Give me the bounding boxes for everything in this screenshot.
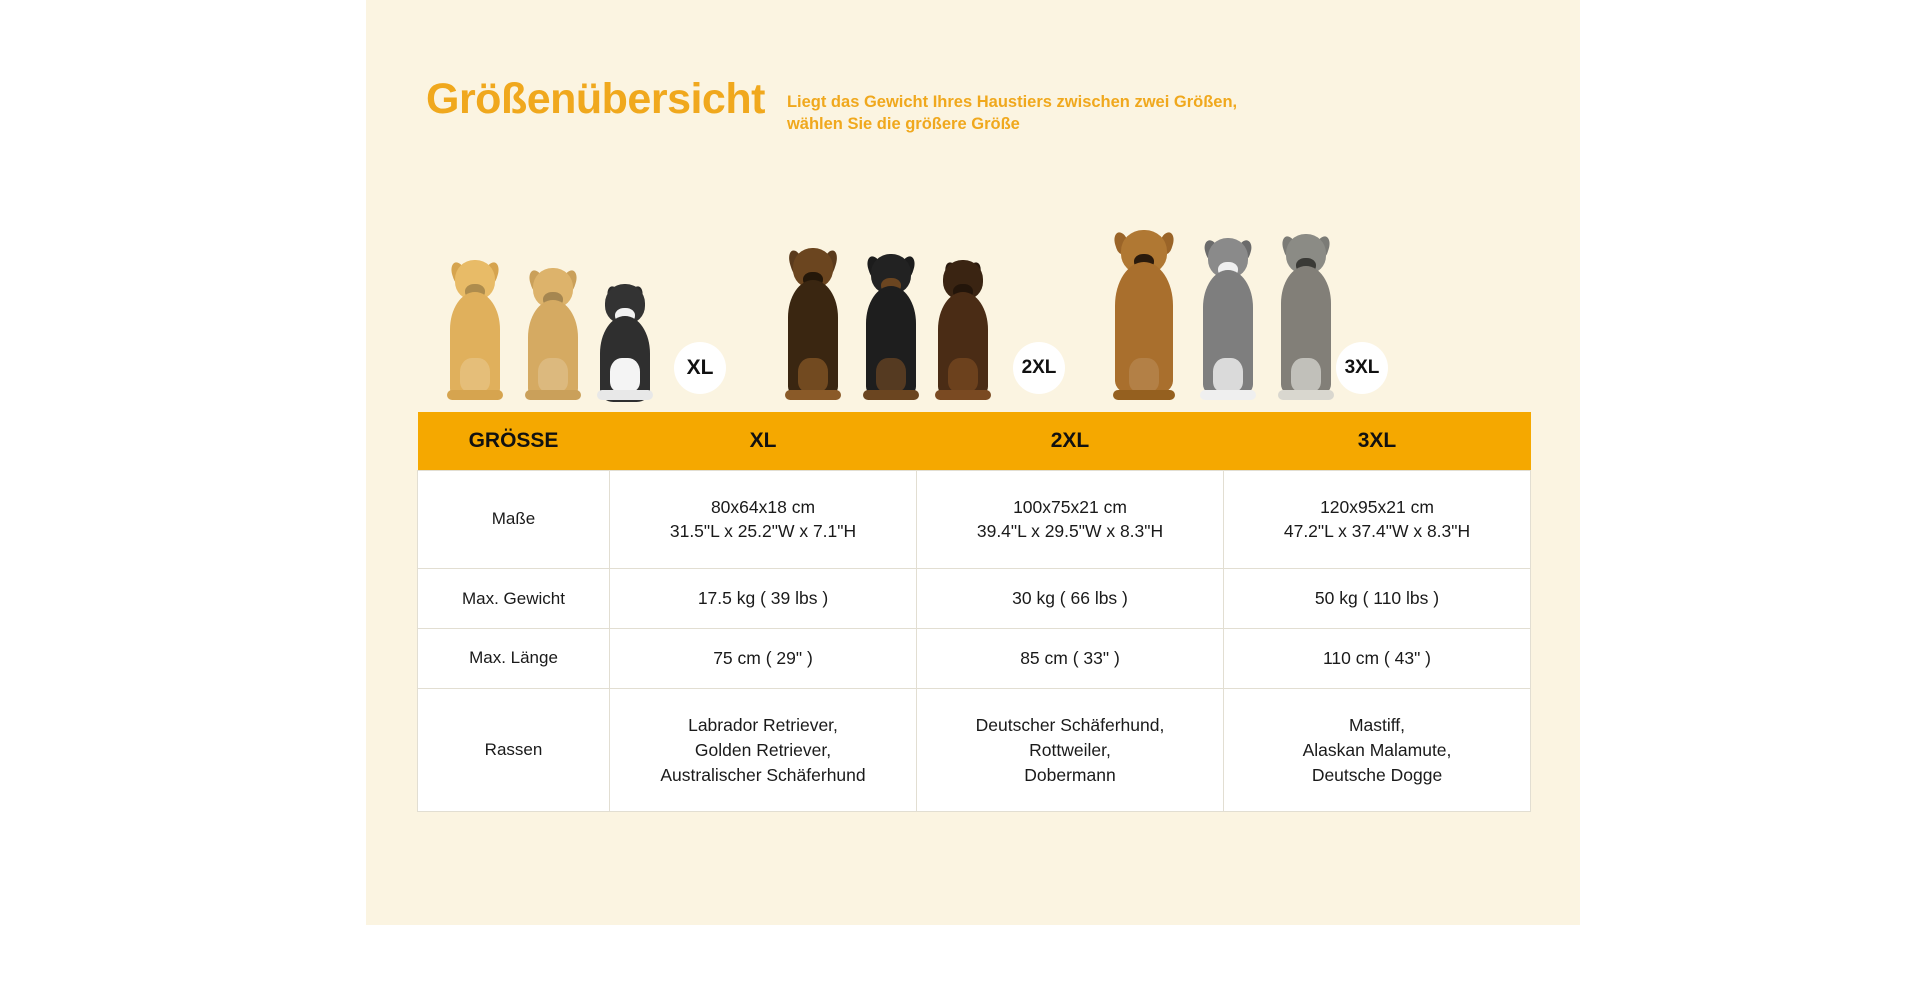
cell-line: 47.2"L x 37.4"W x 8.3"H — [1283, 521, 1471, 542]
dog-mastiff-icon — [1101, 230, 1187, 400]
dog-rottweiler-icon — [854, 254, 928, 400]
cell-dimensions-xl — [610, 470, 917, 569]
header — [426, 75, 1238, 136]
table-header-size: GRÖSSE — [418, 412, 610, 470]
cell-line: Dobermann — [1024, 764, 1116, 785]
table-header-2xl: 2XL — [917, 412, 1224, 470]
dog-border-collie-icon — [594, 284, 656, 400]
size-badge-xl — [674, 342, 726, 394]
size-chart-panel — [366, 0, 1580, 925]
size-badge-2xl — [1013, 342, 1065, 394]
cell-line: Labrador Retriever, — [688, 714, 838, 735]
dog-golden-retriever-icon — [516, 268, 590, 400]
subtitle-line-2: wählen Sie die größere Größe — [786, 115, 1020, 134]
table-header-3xl: 3XL — [1224, 412, 1531, 470]
dog-alaskan-malamute-icon — [1191, 238, 1265, 400]
size-table-body — [418, 470, 1531, 812]
cell-line: Deutsche Dogge — [1311, 764, 1443, 785]
dog-group-2xl — [776, 200, 994, 400]
cell-max-weight-3xl: 50 kg ( 110 lbs ) — [1224, 569, 1531, 629]
size-badge-3xl-label: 3XL — [1344, 357, 1380, 378]
cell-line: Australischer Schäferhund — [660, 764, 866, 785]
size-badge-2xl-label: 2XL — [1021, 357, 1057, 378]
cell-line: Alaskan Malamute, — [1302, 739, 1452, 760]
cell-max-weight-xl: 17.5 kg ( 39 lbs ) — [610, 569, 917, 629]
size-table-head — [418, 412, 1531, 470]
dog-dobermann-icon — [932, 260, 994, 400]
cell-breeds-3xl — [1224, 688, 1531, 812]
table-row — [418, 569, 1531, 629]
row-label-max-length: Max. Länge — [418, 629, 610, 689]
cell-line: 80x64x18 cm — [710, 496, 816, 517]
dog-group-xl — [438, 200, 656, 400]
size-badge-xl-label: XL — [686, 356, 714, 379]
cell-line: 31.5"L x 25.2"W x 7.1"H — [669, 521, 857, 542]
cell-line: Rottweiler, — [1029, 739, 1111, 760]
cell-line: 100x75x21 cm — [1013, 496, 1127, 517]
table-header-xl: XL — [610, 412, 917, 470]
size-table — [417, 412, 1531, 812]
dog-photo-strip — [416, 165, 1536, 400]
cell-max-length-3xl: 110 cm ( 43" ) — [1224, 629, 1531, 689]
row-label-max-weight: Max. Gewicht — [418, 569, 610, 629]
table-row — [418, 470, 1531, 569]
cell-breeds-2xl — [917, 688, 1224, 812]
dog-group-3xl — [1101, 200, 1343, 400]
size-badge-3xl — [1336, 342, 1388, 394]
cell-line: Deutscher Schäferhund, — [975, 714, 1165, 735]
cell-breeds-xl — [610, 688, 917, 812]
page-title: Größenübersicht — [426, 75, 765, 123]
table-header-row — [418, 412, 1531, 470]
row-label-breeds: Rassen — [418, 688, 610, 812]
cell-dimensions-3xl — [1224, 470, 1531, 569]
table-row — [418, 629, 1531, 689]
cell-line: 120x95x21 cm — [1320, 496, 1434, 517]
dog-labrador-icon — [438, 260, 512, 400]
cell-line: Golden Retriever, — [694, 739, 832, 760]
table-row — [418, 688, 1531, 812]
cell-max-weight-2xl: 30 kg ( 66 lbs ) — [917, 569, 1224, 629]
cell-dimensions-2xl — [917, 470, 1224, 569]
dog-great-dane-icon — [1269, 234, 1343, 400]
cell-line: Mastiff, — [1348, 714, 1406, 735]
cell-line: 39.4"L x 29.5"W x 8.3"H — [976, 521, 1164, 542]
subtitle-line-1: Liegt das Gewicht Ihres Haustiers zwischen zwei Größen, — [786, 93, 1238, 111]
dog-german-shepherd-icon — [776, 248, 850, 400]
cell-max-length-2xl: 85 cm ( 33" ) — [917, 629, 1224, 689]
header-subtitle — [787, 91, 1237, 136]
size-table-wrapper — [417, 412, 1531, 812]
cell-max-length-xl: 75 cm ( 29" ) — [610, 629, 917, 689]
row-label-dimensions: Maße — [418, 470, 610, 569]
